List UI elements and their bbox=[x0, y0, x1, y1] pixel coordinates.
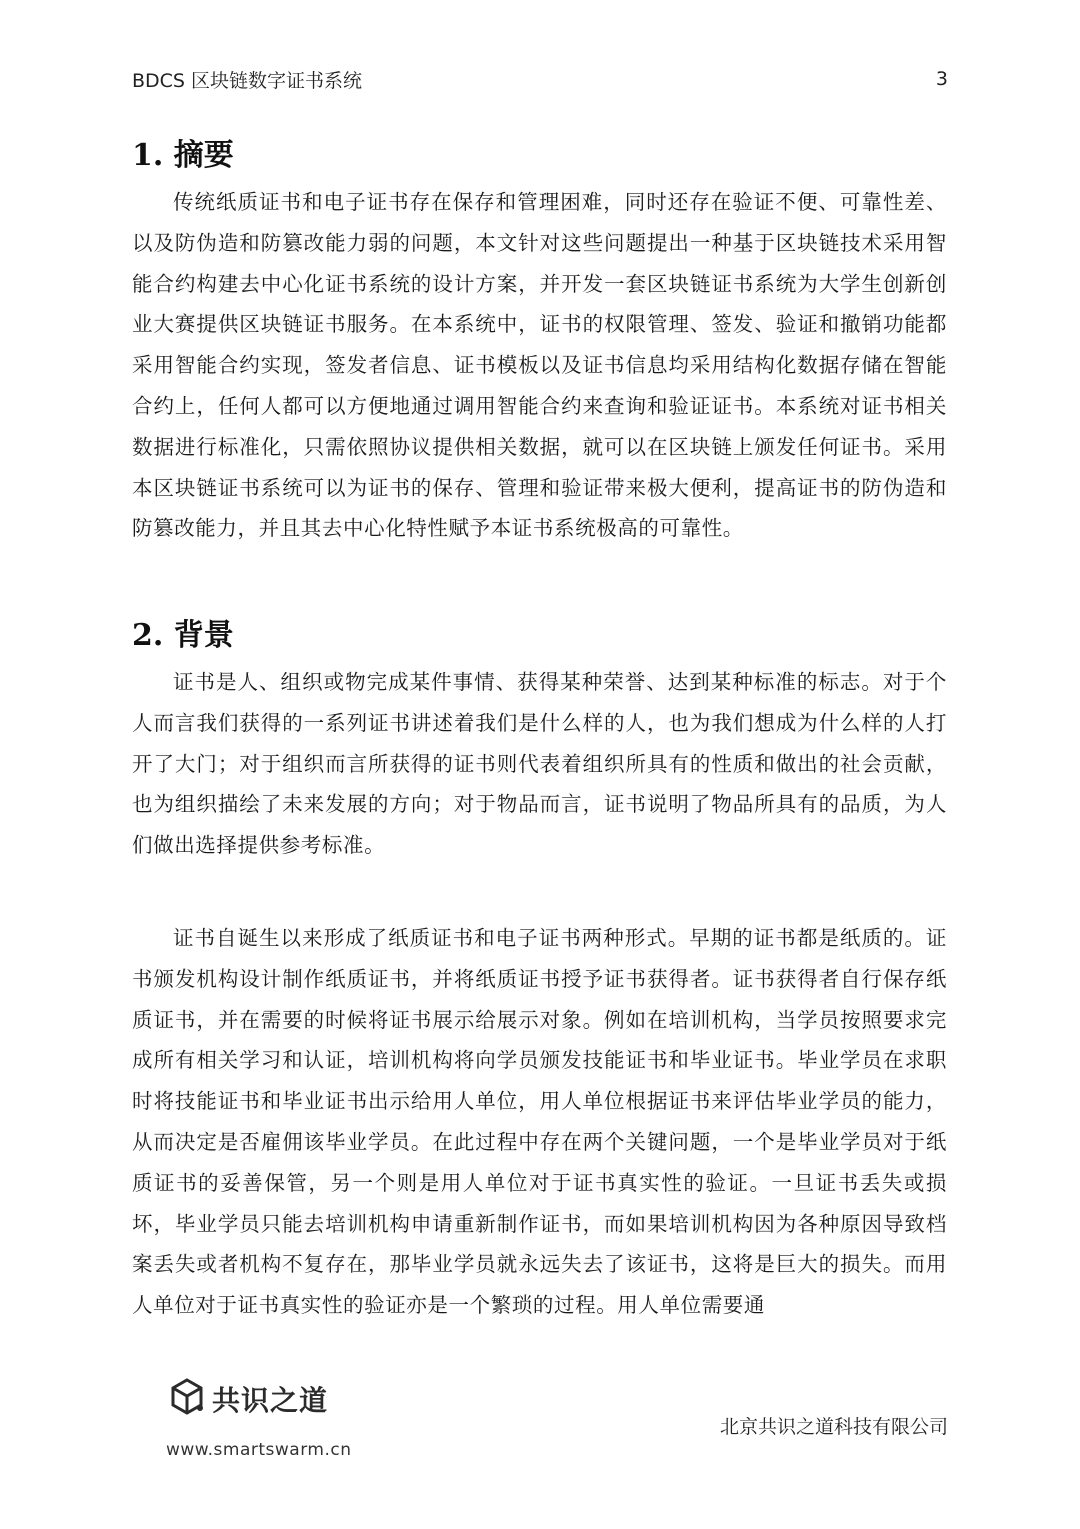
footer-url: www.smartswarm.cn bbox=[166, 1440, 352, 1460]
document-title: BDCS 区块链数字证书系统 bbox=[132, 69, 363, 92]
background-paragraph-2: 证书自诞生以来形成了纸质证书和电子证书两种形式。早期的证书都是纸质的。证书颁发机构设计制作纸质证书，并将纸质证书授予证书获得者。证书获得者自行保存纸质证书，并在需要的时候将证书展示给展示对象。例如在培训机构，当学员按照要求完成所有相关学习和认证，培训机构将向学员颁发技能证书和毕业证书。毕业学员在求职时将技能证书和毕业证书出示给用人单位，用人单位根据证书来评估毕业学员的能力，从而决定是否雇佣该毕业学员。在此过程中存在两个关键问题，一个是毕业学员对于纸质证书的妥善保管，另一个则是用人单位对于证书真实性的验证。一旦证书丢失或损坏，毕业学员只能去培训机构申请重新制作证书，而如果培训机构因为各种原因导致档案丢失或者机构不复存在，那毕业学员就永远失去了该证书，这将是巨大的损失。而用人单位对于证书真实性的验证亦是一个繁琐的过程。用人单位需要通 bbox=[132, 926, 947, 1318]
page-number: 3 bbox=[935, 68, 948, 90]
section-title-abstract: 1. 摘要 bbox=[132, 138, 234, 173]
abstract-paragraph: 传统纸质证书和电子证书存在保存和管理困难，同时还存在验证不便、可靠性差、以及防伪造和防篡改能力弱的问题，本文针对这些问题提出一种基于区块链技术采用智能合约构建去中心化证书系统的设计方案，并开发一套区块链证书系统为大学生创新创业大赛提供区块链证书服务。在本系统中，证书的权限管理、签发、验证和撤销功能都采用智能合约实现，签发者信息、证书模板以及证书信息均采用结构化数据存储在智能合约上，任何人都可以方便地通过调用智能合约来查询和验证证书。本系统对证书相关数据进行标准化，只需依照协议提供相关数据，就可以在区块链上颁发任何证书。采用本区块链证书系统可以为证书的保存、管理和验证带来极大便利，提高证书的防伪造和防篡改能力，并且其去中心化特性赋予本证书系统极高的可靠性。 bbox=[132, 190, 947, 541]
footer-company: 北京共识之道科技有限公司 bbox=[719, 1416, 948, 1438]
company-logo bbox=[170, 1378, 328, 1420]
background-paragraph-1: 证书是人、组织或物完成某件事情、获得某种荣誉、达到某种标准的标志。对于个人而言我们获得的一系列证书讲述着我们是什么样的人，也为我们想成为什么样的人打开了大门；对于组织而言所获得的证书则代表着组织所具有的性质和做出的社会贡献，也为组织描绘了未来发展的方向；对于物品而言，证书说明了物品所具有的品质，为人们做出选择提供参考标准。 bbox=[132, 670, 947, 858]
logo-text: 共识之道 bbox=[212, 1384, 329, 1417]
section-title-background: 2. 背景 bbox=[132, 618, 234, 653]
logo-cube-icon bbox=[170, 1378, 204, 1420]
page-header bbox=[132, 62, 948, 96]
